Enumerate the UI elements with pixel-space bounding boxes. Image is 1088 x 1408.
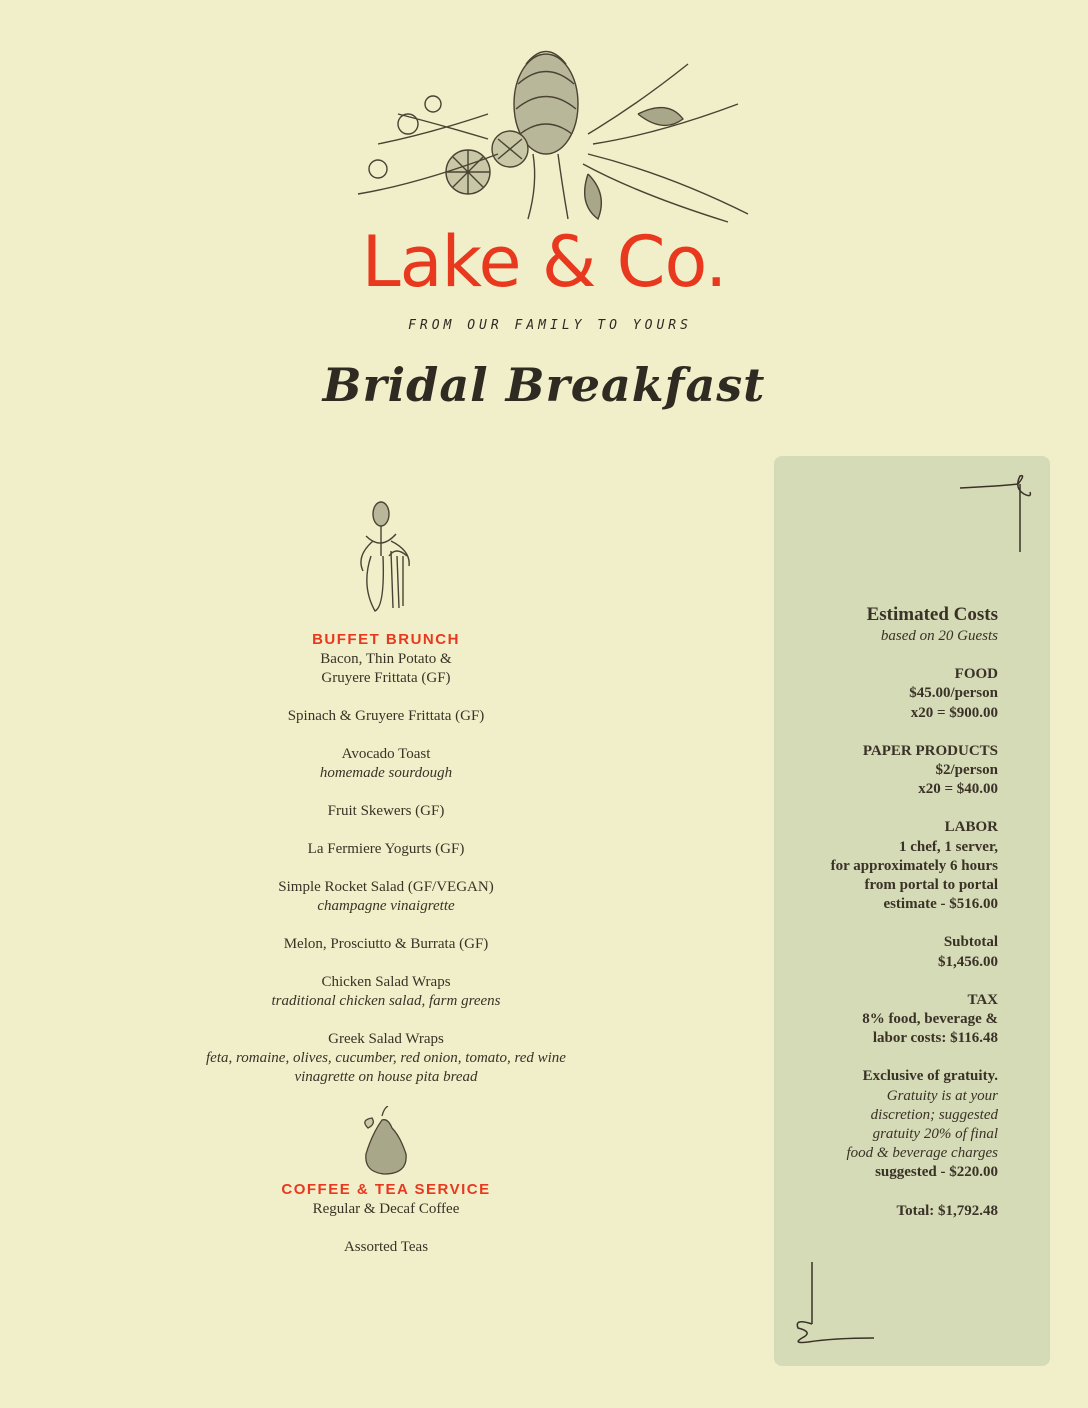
subtotal: Subtotal $1,456.00 <box>938 934 998 970</box>
menu-item: Greek Salad Wraps feta, romaine, olives, cucumber, red onion, tomato, red wine vinagrette on house pita bread <box>206 1031 566 1085</box>
menu-item: Avocado Toast homemade sourdough <box>319 746 453 781</box>
brand-logo: Lake & Co. <box>361 221 727 303</box>
menu-item: Bacon, Thin Potato & Gruyere Frittata (GF) <box>320 651 452 686</box>
pear-icon <box>358 1106 414 1176</box>
menu-item: Spinach & Gruyere Frittata (GF) <box>287 708 485 724</box>
cost-breakdown <box>758 603 998 1240</box>
menu-item: Chicken Salad Wraps traditional chicken salad, farm greens <box>271 974 501 1009</box>
costs-subtitle: based on 20 Guests <box>880 628 998 644</box>
menu-item: Assorted Teas <box>343 1239 429 1255</box>
flourish-ornament-icon <box>960 464 1040 554</box>
vegetable-bouquet-illustration <box>338 44 754 224</box>
section-title-coffee: COFFEE & TEA SERVICE <box>281 1181 491 1198</box>
section-title-buffet: BUFFET BRUNCH <box>312 631 460 648</box>
gratuity: Exclusive of gratuity. Gratuity is at your discretion; suggested gratuity 20% of final food & beverage charges suggested - $220.00 <box>846 1068 998 1181</box>
menu-column <box>186 496 586 1257</box>
flourish-ornament-icon <box>784 1262 874 1348</box>
cutlery-bundle-icon <box>351 496 421 616</box>
menu-item: La Fermiere Yogurts (GF) <box>307 841 465 857</box>
menu-item: Melon, Prosciutto & Burrata (GF) <box>283 936 489 952</box>
tagline: FROM OUR FAMILY TO YOURS <box>408 318 692 333</box>
event-title: Bridal Breakfast <box>322 358 766 412</box>
tax: TAX 8% food, beverage & labor costs: $116.48 <box>862 991 998 1047</box>
grand-total: Total: $1,792.48 <box>896 1202 998 1219</box>
menu-item: Fruit Skewers (GF) <box>327 803 445 819</box>
estimated-costs-panel <box>774 456 1050 1366</box>
menu-item: Regular & Decaf Coffee <box>312 1201 460 1217</box>
menu-item: Simple Rocket Salad (GF/VEGAN) champagne vinaigrette <box>278 879 494 914</box>
paper-cost: PAPER PRODUCTS $2/person x20 = $40.00 <box>862 742 998 798</box>
labor-cost: LABOR 1 chef, 1 server, for approximately 6 hours from portal to portal estimate - $516.00 <box>830 819 998 913</box>
food-cost: FOOD $45.00/person x20 = $900.00 <box>909 666 998 721</box>
costs-title: Estimated Costs <box>866 604 998 625</box>
